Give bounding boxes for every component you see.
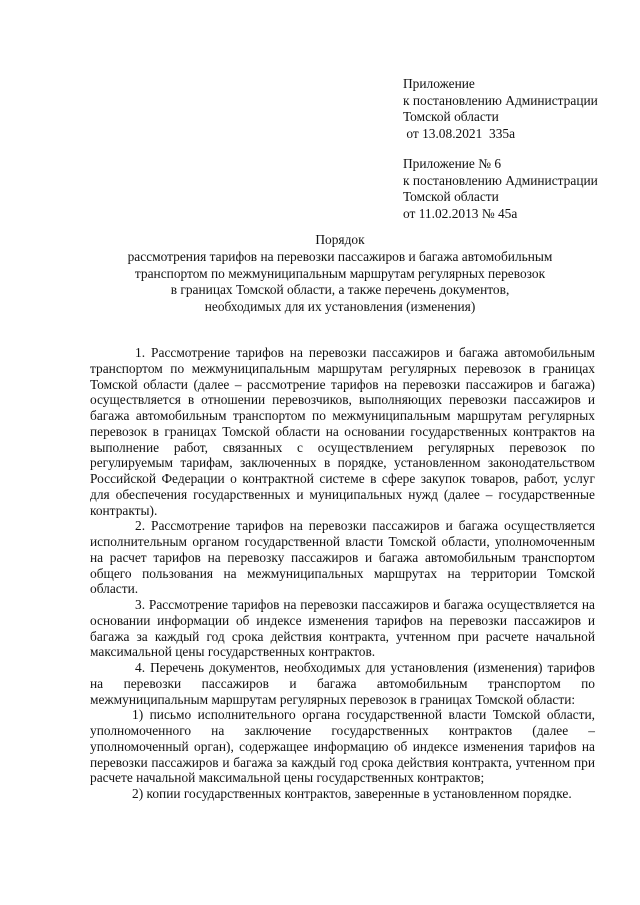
approval-line: к постановлению Администрации [403, 172, 598, 188]
title-line: необходимых для их установления (изменения) [204, 299, 476, 315]
paragraph-2: 2. Рассмотрение тарифов на перевозки пассажиров и багажа осуществляется исполнительным органом государственной власти Томской области, уполномоченным на расчет тарифов на перевозку пассажиров и багажа автомобильным транспортом общего пользования на межмуниципальных маршрутах на территории Томской области. [90, 518, 595, 597]
title-line: в границах Томской области, а также перечень документов, [170, 282, 510, 298]
document-title [90, 232, 590, 316]
document-body [90, 345, 595, 802]
approval-line: от 13.08.2021 335а [403, 125, 516, 141]
title-line: Порядок [315, 232, 365, 247]
approval-line: Томской области [403, 109, 499, 124]
approval-line: Томской области [403, 189, 499, 204]
approval-line: от 11.02.2013 № 45а [403, 205, 518, 221]
approval-block-current [403, 76, 618, 142]
paragraph-4: 4. Перечень документов, необходимых для установления (изменения) тарифов на перевозки пассажиров и багажа автомобильным транспортом по межмуниципальным маршрутам регулярных перевозок в границах Томской области: [90, 660, 595, 707]
title-line: транспортом по межмуниципальным маршрутам регулярных перевозок [134, 265, 546, 281]
list-item-2: 2) копии государственных контрактов, заверенные в установленном порядке. [132, 786, 572, 801]
paragraph-3: 3. Рассмотрение тарифов на перевозки пассажиров и багажа осуществляется на основании информации об индексе изменения тарифов на перевозки пассажиров и багажа за каждый год срока действия контракта, учтенном при расчете начальной максимальной цены государственных контрактов. [90, 597, 595, 660]
approval-line: Приложение [403, 76, 475, 91]
title-line: рассмотрения тарифов на перевозки пассажиров и багажа автомобильным [127, 248, 553, 264]
list-item-1: 1) письмо исполнительного органа государственной власти Томской области, уполномоченного на заключение государственных контрактов (далее – уполномоченный орган), содержащее информацию об индексе изменения тарифов на перевозки пассажиров и багажа за каждый год срока действия контракта, учтенном при расчете начальной максимальной цены государственных контрактов; [90, 707, 595, 786]
paragraph-1: 1. Рассмотрение тарифов на перевозки пассажиров и багажа автомобильным транспортом по межмуниципальным маршрутам регулярных перевозок в границах Томской области (далее – рассмотрение тарифов на перевозки пассажиров и багажа) осуществляется в отношении перевозчиков, выполняющих перевозки пассажиров и багажа автомобильным транспортом по межмуниципальным маршрутам регулярных перевозок в границах Томской области на основании государственных контрактов на выполнение работ, связанных с осуществлением регулярных перевозок по регулируемым тарифам, заключенных в порядке, установленном законодательством Российской Федерации о контрактной системе в сфере закупок товаров, работ, услуг для обеспечения государственных и муниципальных нужд (далее – государственные контракты). [90, 345, 595, 518]
approval-line: к постановлению Администрации [403, 92, 598, 108]
approval-block-original [403, 156, 618, 222]
approval-line: Приложение № 6 [403, 156, 502, 171]
